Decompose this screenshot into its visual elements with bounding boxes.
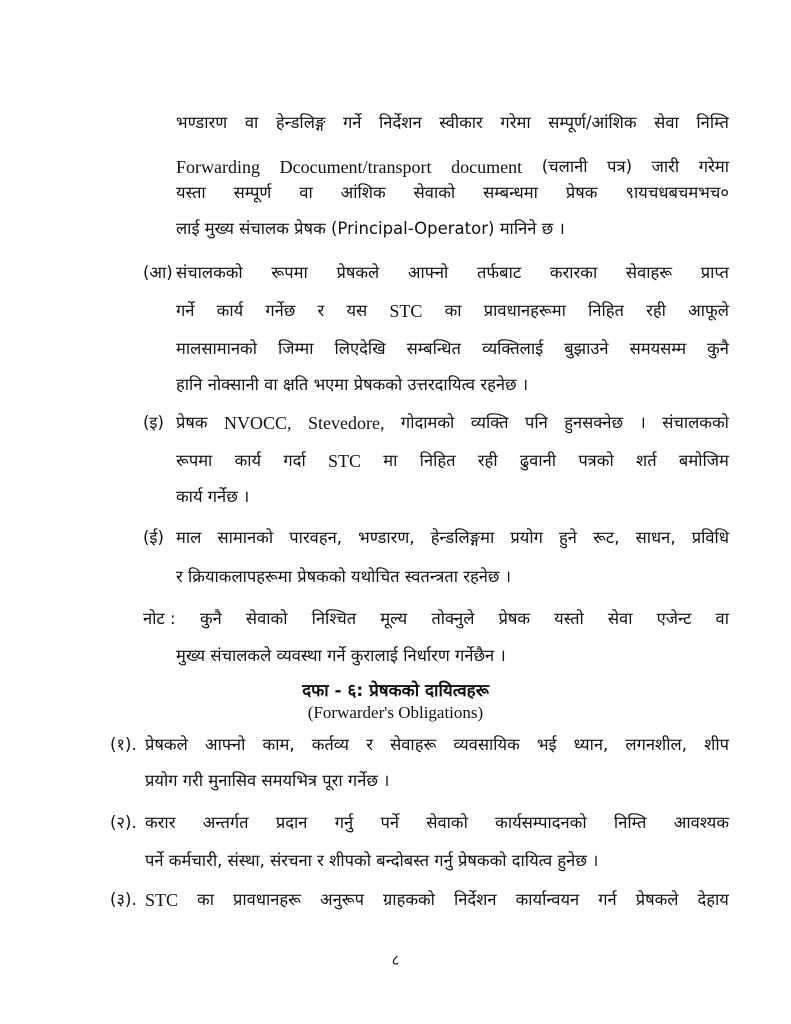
item-line: पर्ने कर्मचारी, संस्था, संरचना र शीपको बन्दोबस्त गर्नु प्रेषकको दायित्व हुनेछ । [145,851,599,870]
word: अनुरूप [320,890,364,909]
word: पारवहन, [289,528,342,547]
item-label: (१). [110,735,137,754]
word: रही [646,301,666,320]
word: प्रदान [275,813,308,832]
section-heading: दफा - ६: प्रेषकको दायित्वहरू [302,681,489,701]
clause-line [176,338,729,360]
word: रूट, [593,528,620,547]
word: निर्देशन [453,890,497,909]
clause-label: (ई) [143,528,164,547]
word: आवश्यक [673,813,729,832]
word: । [639,413,646,432]
word: सेवा [607,609,633,628]
word: सम्पूर्ण [233,183,272,202]
word: व्यवसायिक [453,735,520,754]
word: document [451,157,523,177]
word: ध्यान, [573,735,609,754]
word: गर्ने [342,113,362,132]
page-number: ८ [391,951,400,969]
word: वा [244,113,259,132]
word: भण्डारण, [358,528,415,547]
word: हेन्डलिङ्ग [275,113,326,132]
clause-label: (आ) [143,263,173,282]
word: आफूले [688,301,729,320]
word: सम्बन्धमा [483,183,538,202]
item-line [145,889,729,911]
word: सेवाहरू [390,735,437,754]
word: हेन्डलिङ्गमा [430,528,495,547]
word: कुनै [200,609,222,628]
word: शीप [704,735,729,754]
word: कुनै [707,339,729,358]
word: जिम्मा [277,339,314,358]
word: प्राप्त [700,263,729,282]
note-label: नोट : [143,609,176,628]
word: वा [715,609,729,628]
word: वा [299,183,313,202]
word: सम्पूर्ण/आंशिक [548,113,637,132]
word: कार्य [216,301,244,320]
word: कर्तव्य [311,735,350,754]
paragraph-line: लाई मुख्य संचालक प्रेषक (Principal-Operator) मानिने छ । [176,219,565,238]
clause-label: (इ) [143,413,164,432]
word: गरेमा [500,113,531,132]
word: मालसामानको [176,339,257,358]
word: बुझाउने [564,339,609,358]
word: पत्र) [607,157,633,176]
word: STC [327,451,361,471]
section-subheading: (Forwarder's Obligations) [307,703,484,722]
word: निहित [419,451,456,470]
word: देहाय [697,890,729,909]
word: प्रेषकले [145,735,188,754]
word: प्रयोग [510,528,543,547]
word: प्रावधानहरू [233,890,301,909]
clause-line: कार्य गर्नेछ । [176,487,250,506]
word: बमोजिम [678,451,729,470]
paragraph-line [176,182,729,204]
word: प्रेषक [565,183,598,202]
word: (चलानी [541,157,588,176]
clause-line: र क्रियाकलापहरूमा प्रेषकको यथोचित स्वतन्त्रता रहनेछ । [176,567,511,586]
word: कार्यान्वयन [515,890,580,909]
word: जारी [651,157,680,176]
word: गर्नेछ [265,301,296,320]
word: निम्ति [696,113,729,132]
word: मा [383,451,398,470]
word: ९ायचधबचमभच० [625,183,729,202]
word: निम्ति [613,813,647,832]
word: तोक्नुले [431,609,475,628]
note-line: मुख्य संचालकले व्यवस्था गर्ने कुरालाई निर्धारण गर्नेछैन । [176,646,506,665]
word: सेवा [654,113,679,132]
word: एजेन्ट [656,609,692,628]
word: लिएदेखि [334,339,386,358]
word: रूपमा [176,451,213,470]
word: कार्य [234,451,262,470]
word: सेवाको [426,813,468,832]
word: मूल्य [380,609,408,628]
word: सामानको [217,528,274,547]
word: यस [346,301,368,320]
clause-line: हानि नोक्सानी वा क्षति भएमा प्रेषकको उत्तरदायित्व रहनेछ । [176,375,529,394]
clause-line [176,527,729,549]
word: निर्देशन [379,113,422,132]
word: लगनशील, [625,735,687,754]
word: प्रेषक [176,413,208,432]
word: पनि [524,413,548,432]
clause-line [176,262,729,284]
word: माल [176,528,202,547]
word: आफ्नो [204,735,246,754]
word: यस्ता [176,183,206,202]
word: प्रेषकले [635,890,679,909]
word: गर्न [598,890,617,909]
paragraph-line [176,112,729,134]
word: गरेमा [698,157,729,176]
word: ग्राहकको [383,890,435,909]
word: रही [477,451,498,470]
word: हुनसक्नेछ [564,413,624,432]
word: हुने [559,528,577,547]
word: यस्तो [554,609,584,628]
word: पत्रको [578,451,614,470]
word: र [366,735,373,754]
item-line [145,734,729,756]
word: प्रावधानहरूमा [483,301,566,320]
item-line [145,812,729,834]
word: रूपमा [271,263,308,282]
clause-line [176,450,729,472]
item-label: (३). [110,890,137,909]
word: शर्त [636,451,657,470]
word: सेवाहरू [625,263,673,282]
word: Forwarding [176,157,260,177]
word: पर्ने [380,813,400,832]
word: STC [389,301,423,321]
word: काम, [262,735,295,754]
word: साधन, [635,528,676,547]
word: र [317,301,325,320]
word: तर्फबाट [477,263,522,282]
word: ढुवानी [519,451,557,470]
word: STC [145,890,179,910]
word: करारका [549,263,598,282]
word: प्रेषकले [336,263,380,282]
word: भई [536,735,557,754]
word: स्वीकार [439,113,483,132]
item-label: (२). [110,813,137,832]
note-line [200,608,729,630]
word: कार्यसम्पादनको [495,813,587,832]
word: सेवाको [413,183,456,202]
paragraph-line [176,156,729,178]
word: का [444,301,462,320]
word: प्रविधि [691,528,729,547]
word: प्रेषक [498,609,531,628]
word: निहित [588,301,624,320]
item-line: प्रयोग गरी मुनासिव समयभित्र पूरा गर्नेछ । [145,771,390,790]
word: सेवाको [245,609,288,628]
word: निश्चित [311,609,357,628]
word: भण्डारण [176,113,228,132]
clause-line [176,300,729,322]
word: का [197,890,214,909]
word: सम्बन्धित [406,339,461,358]
word: गोदामको [400,413,455,432]
word: गर्ने [176,301,195,320]
word: करार [145,813,176,832]
word: Stevedore, [308,413,385,433]
clause-line [176,412,729,434]
word: व्यक्तिलाई [481,339,544,358]
word: आफ्नो [407,263,449,282]
word: समयसम्म [629,339,687,358]
word: संचालकको [176,263,243,282]
word: गर्नु [334,813,354,832]
word: आंशिक [340,183,386,202]
word: अन्तर्गत [202,813,249,832]
word: NVOCC, [224,413,292,433]
word: व्यक्ति [470,413,509,432]
word: Dcocument/transport [279,157,432,177]
word: गर्दा [283,451,306,470]
word: संचालकको [662,413,729,432]
